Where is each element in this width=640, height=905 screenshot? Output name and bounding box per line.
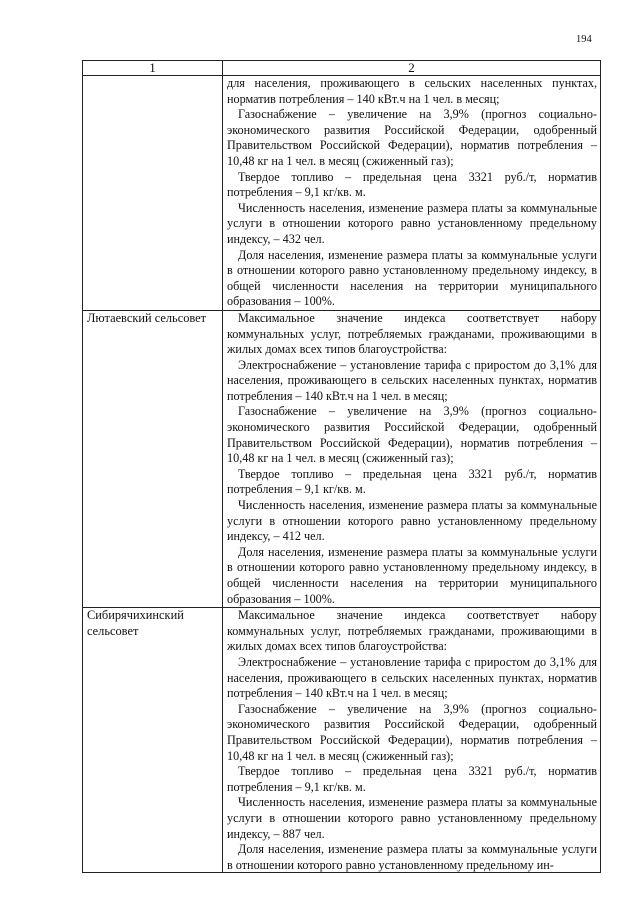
paragraph: для населения, проживающего в сельских населенных пунктах, норматив потребления – 140 кВт.ч на 1 чел. в месяц; <box>227 76 597 106</box>
page-number: 194 <box>576 34 592 45</box>
paragraph: Газоснабжение – увеличение на 3,9% (прогноз социально-экономического развития Российской Федерации, одобренный Правительством Российской Федерации), норматив потребления – 10,48 кг на 1 чел. в месяц (сжиженный газ); <box>227 404 597 466</box>
table-row <box>83 76 601 311</box>
index-description-cell <box>223 76 601 311</box>
paragraph: Твердое топливо – предельная цена 3321 руб./т, норматив потребления – 9,1 кг/кв. м. <box>227 169 597 200</box>
table-header-row <box>83 61 601 76</box>
table-row <box>83 608 601 873</box>
paragraph: Электроснабжение – установление тарифа с приростом до 3,1% для населения, проживающего в сельских населенных пунктах, норматив потребления – 140 кВт.ч на 1 чел. в месяц; <box>227 357 597 403</box>
table-row <box>83 310 601 607</box>
index-description-cell <box>223 310 601 607</box>
paragraph: Максимальное значение индекса соответствует набору коммунальных услуг, потребляемых гражданами, проживающими в жилых домах всех типов благоустройства: <box>227 608 597 654</box>
paragraph: Доля населения, изменение размера платы за коммунальные услуги в отношении которого равно установленному предельному индексу, в общей численности населения на территории муниципального образования – 100%. <box>227 544 597 606</box>
index-description-cell <box>223 608 601 873</box>
cell-content-clip <box>227 608 597 872</box>
paragraph: Электроснабжение – установление тарифа с приростом до 3,1% для населения, проживающего в сельских населенных пунктах, норматив потребления – 140 кВт.ч на 1 чел. в месяц; <box>227 654 597 701</box>
paragraph: Твердое топливо – предельная цена 3321 руб./т, норматив потребления – 9,1 кг/кв. м. <box>227 764 597 794</box>
document-table <box>82 60 601 873</box>
settlement-name-cell <box>83 76 223 311</box>
paragraph: Газоснабжение – увеличение на 3,9% (прогноз социально-экономического развития Российской Федерации, одобренный Правительством Российской Федерации), норматив потребления – 10,48 кг на 1 чел. в месяц (сжиженный газ); <box>227 701 597 763</box>
paragraph: Численность населения, изменение размера платы за коммунальные услуги в отношении которого равно установленному предельному индексу, – 412 чел. <box>227 498 597 544</box>
paragraph: Газоснабжение – увеличение на 3,9% (прогноз социально-экономического развития Российской Федерации, одобренный Правительством Российской Федерации), норматив потребления – 10,48 кг на 1 чел. в месяц (сжиженный газ); <box>227 107 597 168</box>
paragraph: Численность населения, изменение размера платы за коммунальные услуги в отношении которого равно установленному предельному индексу, – 432 чел. <box>227 200 597 246</box>
settlement-name-cell: Лютаевский сельсовет <box>83 310 223 607</box>
paragraph: Твердое топливо – предельная цена 3321 руб./т, норматив потребления – 9,1 кг/кв. м. <box>227 466 597 497</box>
paragraph: Максимальное значение индекса соответствует набору коммунальных услуг, потребляемых гражданами, проживающими в жилых домах всех типов благоустройства: <box>227 310 597 357</box>
column-header-2: 2 <box>223 61 601 76</box>
paragraph: Доля населения, изменение размера платы за коммунальные услуги в отношении которого равно установленному предельному индексу, в общей численности населения на территории муниципального образования – 100%. <box>227 247 597 309</box>
paragraph: Численность населения, изменение размера платы за коммунальные услуги в отношении которого равно установленному предельному индексу, – 887 чел. <box>227 795 597 841</box>
column-header-1: 1 <box>83 61 223 76</box>
settlement-name-cell: Сибирячихинский сельсовет <box>83 608 223 873</box>
paragraph: Доля населения, изменение размера платы за коммунальные услуги в отношении которого равно установленному предельному ин- <box>227 842 597 872</box>
